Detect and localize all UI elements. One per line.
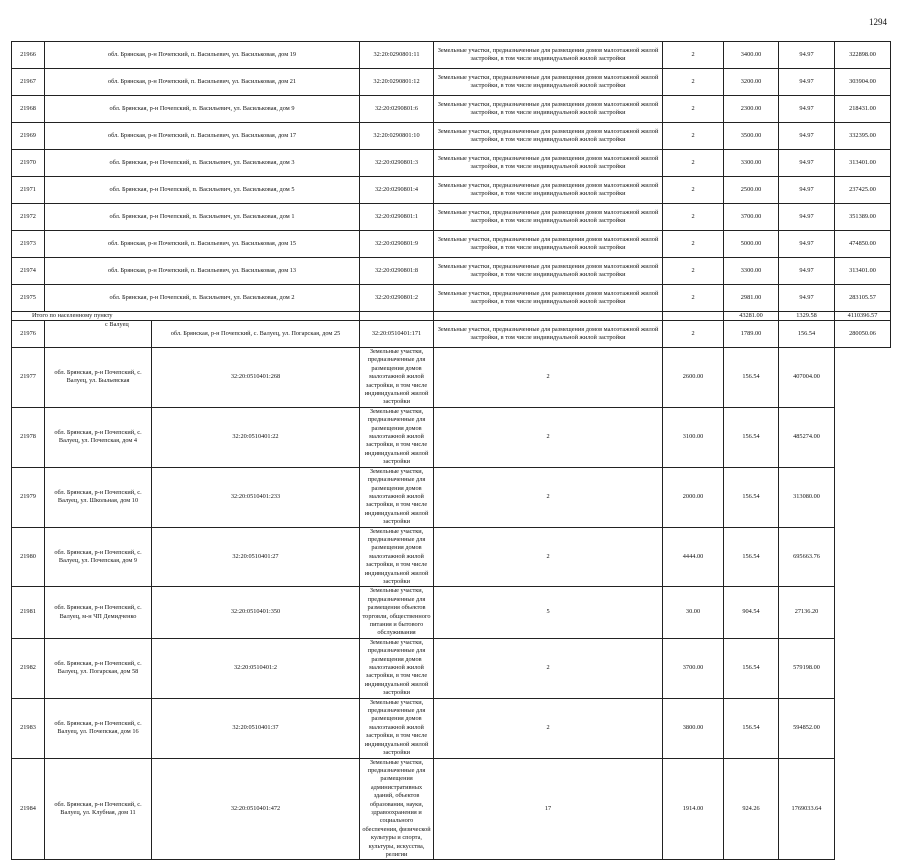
- record-cadastral-number: 32:20:0290801:3: [360, 150, 434, 177]
- record-land-use: Земельные участки, предназначенные для размещения домов малоэтажной жилой застройки, в том числе индивидуальной жилой застройки: [434, 42, 663, 69]
- record-rate: 156.54: [724, 698, 779, 758]
- record-area: 1914.00: [663, 758, 724, 860]
- record-value: 303904.00: [835, 69, 891, 96]
- subtotal-blank-group: [663, 312, 724, 321]
- record-rate: 156.54: [724, 527, 779, 587]
- record-address: обл. Брянская, р-н Почепский, с. Валуец, ул. Почепская, дом 16: [45, 698, 152, 758]
- record-rate: 156.54: [724, 407, 779, 467]
- section-valuets: [12, 321, 891, 348]
- record-address: обл. Брянская, р-н Почепский, с. Валуец, ул. Почепская, дом 4: [45, 407, 152, 467]
- record-value: 322898.00: [835, 42, 891, 69]
- record-number: 21983: [12, 698, 45, 758]
- record-value: 313401.00: [835, 150, 891, 177]
- section-valuets-rows: [12, 348, 891, 759]
- record-cadastral-number: 32:20:0290801:6: [360, 96, 434, 123]
- record-address: обл. Брянская, р-н Почепский, п. Васильевич, ул. Васильковая, дом 2: [45, 285, 360, 312]
- record-area: 2500.00: [724, 177, 779, 204]
- record-group: 2: [663, 231, 724, 258]
- record-value: 485274.00: [779, 407, 835, 467]
- record-land-use: Земельные участки, предназначенные для размещения домов малоэтажной жилой застройки, в том числе индивидуальной жилой застройки: [360, 467, 434, 527]
- record-rate: 94.97: [779, 258, 835, 285]
- record-group: 2: [434, 467, 663, 527]
- record-cadastral-number: 32:20:0290801:9: [360, 231, 434, 258]
- record-land-use: Земельные участки, предназначенные для размещения домов малоэтажной жилой застройки, в том числе индивидуальной жилой застройки: [434, 123, 663, 150]
- record-address: обл. Брянская, р-н Почепский, п. Васильевич, ул. Васильковая, дом 1: [45, 204, 360, 231]
- record-rate: 156.54: [724, 638, 779, 698]
- table-row: [12, 527, 891, 587]
- record-rate: 156.54: [779, 321, 835, 348]
- settlement-label: с Валуец: [105, 321, 129, 328]
- record-group: 2: [663, 42, 724, 69]
- record-area: 30.00: [663, 587, 724, 638]
- record-address: обл. Брянская, р-н Почепский, п. Васильевич, ул. Васильковая, дом 5: [45, 177, 360, 204]
- section-last: [12, 758, 891, 860]
- record-rate: 904.54: [724, 587, 779, 638]
- record-cadastral-number: 32:20:0290801:10: [360, 123, 434, 150]
- table-row: [12, 758, 891, 860]
- table-row: [12, 231, 891, 258]
- record-group: 2: [663, 321, 724, 348]
- record-number: 21971: [12, 177, 45, 204]
- record-number: 21972: [12, 204, 45, 231]
- record-value: 332395.00: [835, 123, 891, 150]
- table-row: [12, 177, 891, 204]
- subtotal-area: 43281.00: [724, 312, 779, 321]
- record-area: 3800.00: [663, 698, 724, 758]
- record-address: обл. Брянская, р-н Почепский, с. Валуец, ул. Быльевская: [45, 348, 152, 408]
- record-cadastral-number: 32:20:0510401:268: [152, 348, 360, 408]
- record-rate: 94.97: [779, 42, 835, 69]
- record-address: обл. Брянская, р-н Почепский, с. Валуец, ул. Погарская, дом 58: [45, 638, 152, 698]
- record-number: 21968: [12, 96, 45, 123]
- record-address: обл. Брянская, р-н Почепский, с. Валуец, ул. Школьная, дом 10: [45, 467, 152, 527]
- record-group: 5: [434, 587, 663, 638]
- record-rate: 94.97: [779, 177, 835, 204]
- record-number: 21981: [12, 587, 45, 638]
- record-area: 3100.00: [663, 407, 724, 467]
- record-area: 3700.00: [724, 204, 779, 231]
- record-area: 5000.00: [724, 231, 779, 258]
- table-row: [12, 258, 891, 285]
- record-value: 27136.20: [779, 587, 835, 638]
- record-value: 280050.06: [835, 321, 891, 348]
- record-land-use: Земельные участки, предназначенные для размещения домов малоэтажной жилой застройки, в том числе индивидуальной жилой застройки: [434, 96, 663, 123]
- record-group: 2: [663, 204, 724, 231]
- record-land-use: Земельные участки, предназначенные для размещения домов малоэтажной жилой застройки, в том числе индивидуальной жилой застройки: [434, 177, 663, 204]
- cadastral-registry-table: [11, 41, 891, 860]
- record-rate: 94.97: [779, 96, 835, 123]
- record-land-use: Земельные участки, предназначенные для размещения домов малоэтажной жилой застройки, в том числе индивидуальной жилой застройки: [434, 204, 663, 231]
- record-value: 351389.00: [835, 204, 891, 231]
- record-cadastral-number: 32:20:0510401:171: [360, 321, 434, 348]
- subtotal-blank-use: [434, 312, 663, 321]
- record-cadastral-number: 32:20:0510401:2: [152, 638, 360, 698]
- record-land-use: Земельные участки, предназначенные для размещения домов малоэтажной жилой застройки, в том числе индивидуальной жилой застройки: [360, 638, 434, 698]
- record-cadastral-number: 32:20:0290801:4: [360, 177, 434, 204]
- record-rate: 94.97: [779, 231, 835, 258]
- page-number: 1294: [869, 17, 887, 27]
- record-number: 21976: [12, 321, 45, 348]
- record-number: 21982: [12, 638, 45, 698]
- record-number: 21980: [12, 527, 45, 587]
- record-area: 3200.00: [724, 69, 779, 96]
- record-area: 3700.00: [663, 638, 724, 698]
- record-area: 1789.00: [724, 321, 779, 348]
- record-rate: 924.26: [724, 758, 779, 860]
- record-area: 3300.00: [724, 258, 779, 285]
- record-area: 2300.00: [724, 96, 779, 123]
- record-area: 2000.00: [663, 467, 724, 527]
- record-value: 313080.00: [779, 467, 835, 527]
- section-vasilevich: [12, 42, 891, 312]
- table-row: [12, 587, 891, 638]
- section-subtotal: [12, 312, 891, 321]
- record-address: обл. Брянская, р-н Почепский, п. Васильевич, ул. Васильковая, дом 13: [45, 258, 360, 285]
- record-address: обл. Брянская, р-н Почепский, с. Валуец, ул. Клубная, дом 11: [45, 758, 152, 860]
- record-cadastral-number: 32:20:0510401:22: [152, 407, 360, 467]
- record-number: 21966: [12, 42, 45, 69]
- record-address: обл. Брянская, р-н Почепский, с. Валуец, ул. Почепская, дом 9: [45, 527, 152, 587]
- record-cadastral-number: 32:20:0510401:233: [152, 467, 360, 527]
- record-number: 21979: [12, 467, 45, 527]
- record-address: обл. Брянская, р-н Почепский, п. Васильевич, ул. Васильковая, дом 9: [45, 96, 360, 123]
- record-cadastral-number: 32:20:0290801:1: [360, 204, 434, 231]
- record-group: 2: [663, 285, 724, 312]
- record-rate: 156.54: [724, 467, 779, 527]
- record-group: 2: [663, 69, 724, 96]
- record-value: 579198.00: [779, 638, 835, 698]
- record-cadastral-number: 32:20:0290801:8: [360, 258, 434, 285]
- table-row: [12, 123, 891, 150]
- record-land-use: Земельные участки, предназначенные для размещения домов малоэтажной жилой застройки, в том числе индивидуальной жилой застройки: [360, 407, 434, 467]
- record-value: 474850.00: [835, 231, 891, 258]
- record-number: 21977: [12, 348, 45, 408]
- subtotal-label: Итого по населенному пункту: [12, 312, 360, 321]
- record-value: 407004.00: [779, 348, 835, 408]
- subtotal-value: 4110396.57: [835, 312, 891, 321]
- subtotal-blank-cadastre: [360, 312, 434, 321]
- record-group: 2: [434, 638, 663, 698]
- record-land-use: Земельные участки, предназначенные для размещения домов малоэтажной жилой застройки, в том числе индивидуальной жилой застройки: [434, 258, 663, 285]
- record-group: 17: [434, 758, 663, 860]
- record-land-use: Земельные участки, предназначенные для размещения домов малоэтажной жилой застройки, в том числе индивидуальной жилой застройки: [360, 698, 434, 758]
- record-cadastral-number: 32:20:0510401:37: [152, 698, 360, 758]
- table-row: [12, 285, 891, 312]
- record-cadastral-number: 32:20:0290801:12: [360, 69, 434, 96]
- record-value: 1769033.64: [779, 758, 835, 860]
- record-number: 21973: [12, 231, 45, 258]
- record-area: 3500.00: [724, 123, 779, 150]
- record-rate: 94.97: [779, 123, 835, 150]
- record-land-use: Земельные участки, предназначенные для размещения домов малоэтажной жилой застройки, в том числе индивидуальной жилой застройки: [434, 321, 663, 348]
- table-row: [12, 150, 891, 177]
- record-rate: 94.97: [779, 285, 835, 312]
- record-area: 3400.00: [724, 42, 779, 69]
- record-land-use: Земельные участки, предназначенные для размещения административных зданий, объектов образования, науки, здравоохранения и социального обеспечения, физической культуры и спорта, культуры, искусства, религии: [360, 758, 434, 860]
- record-address: обл. Брянская, р-н Почепский, с. Валуец, м-н ЧП Демидченко: [45, 587, 152, 638]
- record-address: обл. Брянская, р-н Почепский, п. Васильевич, ул. Васильковая, дом 15: [45, 231, 360, 258]
- record-rate: 94.97: [779, 69, 835, 96]
- subtotal-row: [12, 312, 891, 321]
- record-land-use: Земельные участки, предназначенные для размещения домов малоэтажной жилой застройки, в том числе индивидуальной жилой застройки: [434, 285, 663, 312]
- table-row: [12, 42, 891, 69]
- record-rate: 94.97: [779, 150, 835, 177]
- record-area: 2600.00: [663, 348, 724, 408]
- record-area: 4444.00: [663, 527, 724, 587]
- record-group: 2: [663, 123, 724, 150]
- record-address: обл. Брянская, р-н Почепский, с. Валуец, ул. Погарская, дом 25: [152, 321, 360, 348]
- record-cadastral-number: 32:20:0510401:472: [152, 758, 360, 860]
- table-row: [12, 638, 891, 698]
- record-cadastral-number: 32:20:0510401:27: [152, 527, 360, 587]
- record-cadastral-number: 32:20:0290801:11: [360, 42, 434, 69]
- record-value: 283105.57: [835, 285, 891, 312]
- subtotal-rate: 1329.58: [779, 312, 835, 321]
- table-row: [12, 69, 891, 96]
- record-value: 218431.00: [835, 96, 891, 123]
- table-row: [12, 204, 891, 231]
- record-group: 2: [663, 258, 724, 285]
- record-land-use: Земельные участки, предназначенные для размещения домов малоэтажной жилой застройки, в том числе индивидуальной жилой застройки: [360, 527, 434, 587]
- record-number: 21969: [12, 123, 45, 150]
- record-number: 21970: [12, 150, 45, 177]
- settlement-name: [45, 321, 152, 348]
- table-row: [12, 348, 891, 408]
- record-land-use: Земельные участки, предназначенные для размещения домов малоэтажной жилой застройки, в том числе индивидуальной жилой застройки: [434, 150, 663, 177]
- record-cadastral-number: 32:20:0510401:350: [152, 587, 360, 638]
- record-land-use: Земельные участки, предназначенные для размещения домов малоэтажной жилой застройки, в том числе индивидуальной жилой застройки: [434, 69, 663, 96]
- table-row: [12, 96, 891, 123]
- record-area: 2981.00: [724, 285, 779, 312]
- record-cadastral-number: 32:20:0290801:2: [360, 285, 434, 312]
- record-value: 594852.00: [779, 698, 835, 758]
- record-group: 2: [663, 96, 724, 123]
- record-group: 2: [663, 177, 724, 204]
- record-group: 2: [434, 527, 663, 587]
- record-value: 695663.76: [779, 527, 835, 587]
- table-row: [12, 467, 891, 527]
- record-address: обл. Брянская, р-н Почепский, п. Васильевич, ул. Васильковая, дом 3: [45, 150, 360, 177]
- table-row: [12, 321, 891, 348]
- table-row: [12, 407, 891, 467]
- record-group: 2: [434, 348, 663, 408]
- record-group: 2: [434, 698, 663, 758]
- record-value: 237425.00: [835, 177, 891, 204]
- record-number: 21984: [12, 758, 45, 860]
- record-number: 21975: [12, 285, 45, 312]
- record-land-use: Земельные участки, предназначенные для размещения домов малоэтажной жилой застройки, в том числе индивидуальной жилой застройки: [360, 348, 434, 408]
- table-row: [12, 698, 891, 758]
- record-address: обл. Брянская, р-н Почепский, п. Васильевич, ул. Васильковая, дом 21: [45, 69, 360, 96]
- record-value: 313401.00: [835, 258, 891, 285]
- record-number: 21967: [12, 69, 45, 96]
- record-land-use: Земельные участки, предназначенные для размещения домов малоэтажной жилой застройки, в том числе индивидуальной жилой застройки: [434, 231, 663, 258]
- record-group: 2: [434, 407, 663, 467]
- record-number: 21974: [12, 258, 45, 285]
- record-land-use: Земельные участки, предназначенные для размещения объектов торговли, общественного питания и бытового обслуживания: [360, 587, 434, 638]
- record-address: обл. Брянская, р-н Почепский, п. Васильевич, ул. Васильковая, дом 19: [45, 42, 360, 69]
- record-rate: 156.54: [724, 348, 779, 408]
- record-rate: 94.97: [779, 204, 835, 231]
- record-area: 3300.00: [724, 150, 779, 177]
- record-group: 2: [663, 150, 724, 177]
- record-number: 21978: [12, 407, 45, 467]
- record-address: обл. Брянская, р-н Почепский, п. Васильевич, ул. Васильковая, дом 17: [45, 123, 360, 150]
